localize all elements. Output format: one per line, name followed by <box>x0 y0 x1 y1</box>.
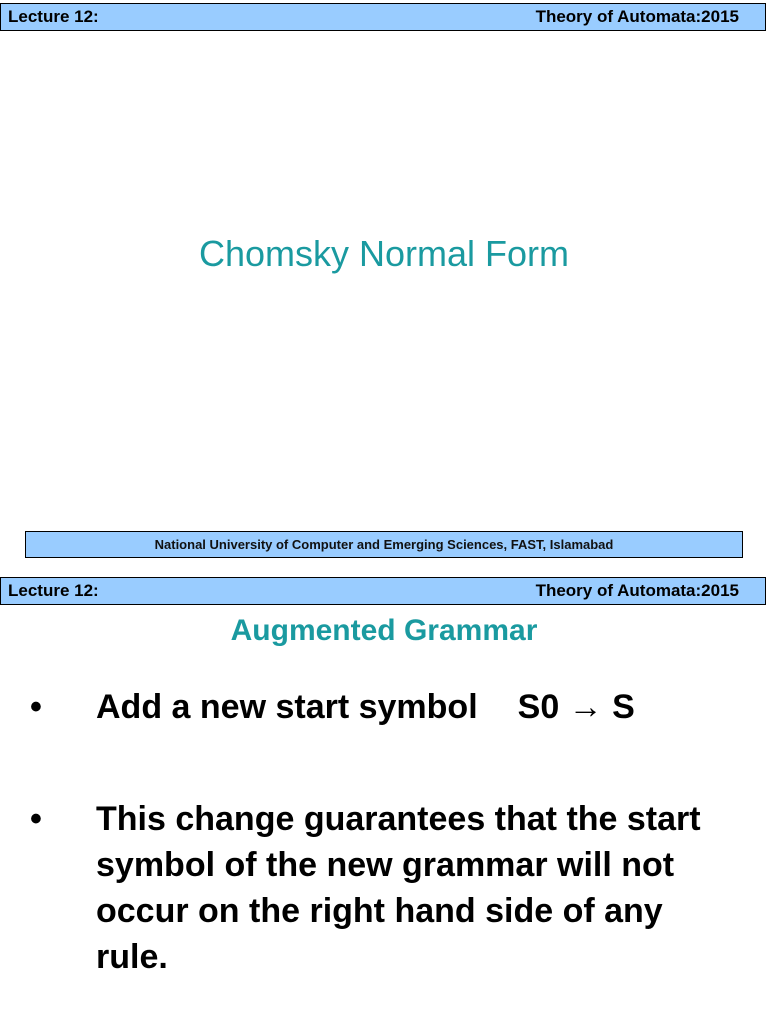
slide1-title: Chomsky Normal Form <box>198 233 570 274</box>
bullet-marker: • <box>30 688 42 726</box>
slide2-header-left: Lecture 12: <box>8 581 99 600</box>
bullet-text-main: Add a new start symbol <box>96 688 478 726</box>
slide1-header-right: Theory of Automata:2015 <box>535 7 739 26</box>
slide1-footer: National University of Computer and Emerging Sciences, FAST, Islamabad <box>25 531 743 558</box>
slide1-header-left: Lecture 12: <box>8 7 99 26</box>
slide2-header-right: Theory of Automata:2015 <box>535 581 739 600</box>
slide1-header <box>0 3 766 31</box>
production-rule: S0 → S <box>517 688 635 726</box>
slide2-header <box>0 577 766 605</box>
bullet-text: This change guarantees that the start symbol of the new grammar will not occur on the right hand side of any rule. <box>96 800 701 976</box>
slide2-title: Augmented Grammar <box>230 614 538 647</box>
bullet-marker: • <box>30 800 42 838</box>
bullet-text <box>96 684 736 730</box>
